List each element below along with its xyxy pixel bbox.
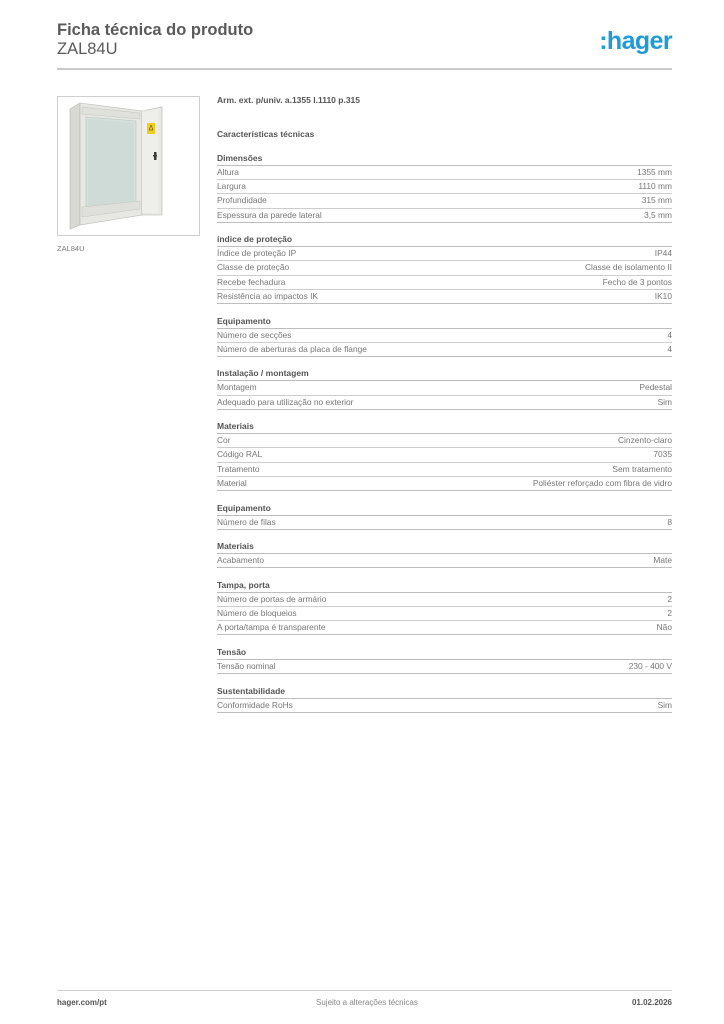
spec-row [217,463,672,477]
spec-value: Sim [657,699,672,710]
spec-value: Pedestal [639,382,672,393]
spec-row [217,209,672,223]
section-title: Dimensões [217,151,672,166]
spec-row [217,477,672,491]
spec-row [217,607,672,621]
spec-value: IK10 [654,290,672,301]
spec-value: 1110 mm [638,181,672,192]
spec-row [217,343,672,357]
section-gap [217,568,672,578]
spec-section [217,501,672,530]
footer-notice: Sujeito a alterações técnicas [316,998,418,1007]
spec-label: Resistência ao impactos IK [217,290,319,301]
spec-row [217,660,672,674]
spec-label: Tratamento [217,463,260,474]
spec-label: Material [217,477,247,488]
section-gap [217,674,672,684]
product-image [57,96,200,236]
spec-row [217,180,672,194]
spec-row [217,276,672,290]
spec-label: Número de secções [217,329,292,340]
spec-section [217,314,672,357]
spec-row [217,194,672,208]
spec-value: 4 [667,329,672,340]
spec-value: 1355 mm [637,167,672,177]
spec-label: Índice de proteção IP [217,248,297,259]
product-code: ZAL84U [57,40,118,58]
spec-value: Sim [657,396,672,407]
spec-label: Adequado para utilização no exterior [217,396,354,407]
spec-label: Número de filas [217,516,276,527]
spec-value: 7035 [653,449,672,460]
spec-value: Mate [653,555,672,566]
spec-value: Sem tratamento [612,463,672,474]
section-gap [217,357,672,367]
spec-value: 8 [667,516,672,527]
spec-label: Largura [217,181,246,192]
header-divider [57,68,672,70]
spec-value: IP44 [654,248,672,259]
section-gap [217,635,672,645]
spec-value: Cinzento-claro [618,435,672,446]
spec-row [217,593,672,607]
section-title: Sustentabilidade [217,684,672,699]
spec-label: Altura [217,167,239,177]
spec-section [217,366,672,409]
spec-sections [217,151,672,713]
spec-section [217,684,672,713]
spec-value: 315 mm [641,195,672,206]
spec-value: Não [656,622,672,633]
spec-value: Poliéster reforçado com fibra de vidro [532,477,672,488]
spec-section [217,578,672,636]
spec-value: 2 [667,608,672,619]
spec-label: Número de portas de armário [217,593,327,604]
spec-label: Número de aberturas da placa de flange [217,343,367,354]
spec-row [217,396,672,410]
spec-label: Número de bloqueios [217,608,297,619]
spec-label: A porta/tampa é transparente [217,622,326,633]
section-gap [217,491,672,501]
spec-label: Profundidade [217,195,267,206]
electrical-cabinet-illustration [58,97,199,235]
spec-row [217,621,672,635]
spec-row [217,329,672,343]
section-gap [217,223,672,233]
footer-divider [57,990,672,991]
spec-row [217,166,672,180]
section-title: Materiais [217,419,672,434]
document-title: Ficha técnica do produto [57,21,254,39]
spec-value: Classe de isolamento II [584,262,672,273]
spec-label: Acabamento [217,555,265,566]
section-title: Equipamento [217,501,672,516]
page-header [57,20,672,59]
document-date: 01.02.2026 [631,998,672,1007]
spec-label: Montagem [217,382,257,393]
section-title: Tensão [217,645,672,660]
section-title: índice de proteção [217,232,672,247]
spec-value: Fecho de 3 pontos [602,276,672,287]
spec-section [217,539,672,568]
spec-row [217,434,672,448]
hager-logo: :hager [599,27,672,55]
spec-section [217,419,672,491]
spec-value: 230 - 400 V [628,660,672,671]
spec-label: Espessura da parede lateral [217,209,322,220]
spec-label: Cor [217,435,231,446]
spec-content [217,95,672,713]
spec-row [217,448,672,462]
section-title: Tampa, porta [217,578,672,593]
image-caption: ZAL84U [57,244,85,253]
spec-label: Classe de proteção [217,262,290,273]
spec-row [217,381,672,395]
spec-label: Conformidade RoHs [217,699,293,710]
spec-row [217,290,672,304]
spec-row [217,554,672,568]
section-gap [217,304,672,314]
spec-row [217,261,672,275]
product-description: Arm. ext. p/univ. a.1355 l.1110 p.315 [217,95,361,105]
spec-label: Tensão nominal [217,660,276,671]
section-gap [217,410,672,420]
spec-section [217,151,672,223]
spec-section [217,232,672,304]
spec-label: Código RAL [217,449,263,460]
website-link[interactable]: hager.com/pt [57,998,107,1007]
spec-row [217,699,672,713]
spec-row [217,247,672,261]
section-gap [217,530,672,540]
section-title: Equipamento [217,314,672,329]
spec-value: 4 [667,343,672,354]
spec-label: Recebe fechadura [217,276,286,287]
characteristics-heading: Características técnicas [217,129,315,139]
spec-value: 3,5 mm [644,209,672,220]
spec-value: 2 [667,593,672,604]
spec-section [217,645,672,674]
section-title: Materiais [217,539,672,554]
spec-row [217,516,672,530]
section-title: Instalação / montagem [217,366,672,381]
